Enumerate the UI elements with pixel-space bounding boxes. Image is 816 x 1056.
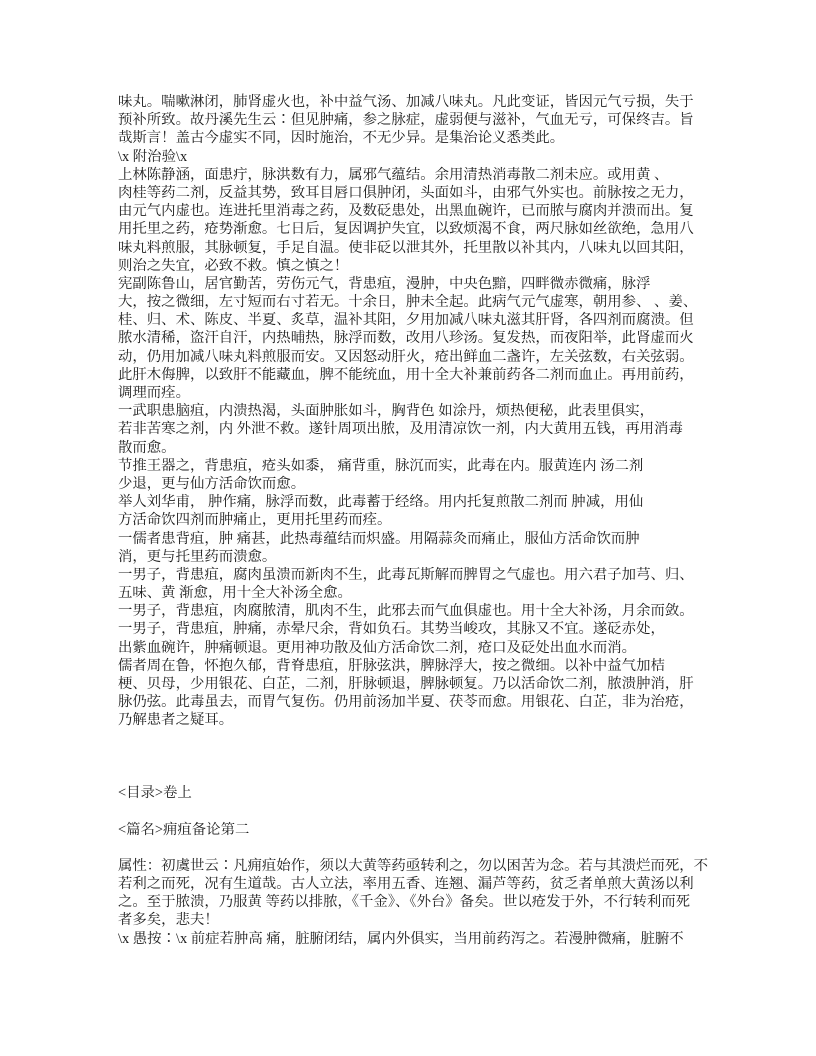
chapter-title-line: <篇名>痈疽备论第二: [118, 821, 250, 838]
body-text-line: 消，更与托里药而溃愈。: [118, 548, 277, 565]
body-text-line: 则治之失宜，必致不救。慎之慎之！: [118, 257, 349, 274]
blank-line: [118, 839, 726, 857]
body-text-line: 用托里之药，疮势渐愈。七日后，复因调护失宜，以致烦渴不食，两尺脉如丝欲绝，急用八: [118, 221, 694, 238]
body-text-line: 梗、贝母，少用银花、白芷，二剂，肝脉顿退，脾脉顿复。乃以活命饮二剂，脓溃肿消，肝: [118, 676, 694, 692]
body-text-line: 若利之而死，况有生道哉。古人立法，率用五香、连翘、漏芦等药，贫乏者单煎大黄汤以利: [118, 876, 694, 893]
body-text-line: 脓水清稀，盗汗自汗，内热晡热，脉浮而数，改用八珍汤。复发热，而夜阳举，此肾虚而火: [118, 330, 694, 347]
body-text-line: 乃解患者之疑耳。: [118, 712, 234, 729]
section-marker-line: \x 附治验\x: [118, 148, 188, 165]
body-text-line: 举人刘华甫， 肿作痛，脉浮而数，此毒蓄于经络。用内托复煎散二剂而 肿减，用仙: [118, 494, 644, 511]
body-text-line: 一武职患脑疽，内溃热渴，头面肿胀如斗，胸背色 如涂丹，烦热便秘，此表里俱实，: [118, 403, 655, 420]
blank-line: [118, 766, 726, 784]
toc-tag-line: <目录>卷上: [118, 785, 192, 802]
body-text-line: 哉斯言！盖古今虚实不同，因时施治，不无少异。是集治论义悉类此。: [118, 130, 565, 147]
body-text-line: 味丸。喘嗽淋闭，肺肾虚火也，补中益气汤、加减八味丸。凡此变证，皆因元气亏损，失于: [118, 94, 694, 110]
body-text-line: 散而愈。: [118, 439, 176, 456]
body-text-line: 五味、黄 渐愈，用十全大补汤全愈。: [118, 585, 352, 602]
blank-line: [118, 802, 726, 820]
body-text-line: 者多矣，悲夫！: [118, 912, 219, 929]
body-text-line: 宪副陈鲁山，居官勤苦，劳伤元气，背患疽，漫肿，中央色黯，四畔微赤微痛，脉浮: [118, 275, 651, 292]
body-text-line: 一男子，背患疽，肿痛，赤晕尺余，背如负石。其势当峻攻，其脉又不宜。遂砭赤处，: [118, 621, 665, 638]
body-text-line: 儒者周在鲁，怀抱久郁，背脊患疽，肝脉弦洪，脾脉浮大，按之微细。以补中益气加桔: [118, 657, 665, 674]
blank-line: [118, 730, 726, 748]
body-text-line: 肉桂等药二剂，反益其势，致耳目唇口俱肿闭，头面如斗，由邪气外实也。前脉按之无力，: [118, 184, 694, 201]
body-text-line: 之。至于脓溃，乃服黄 等药以排脓，《千金》、《外台》备矣。世以疮发于外，不行转利而死: [118, 894, 691, 911]
body-text-line: 一儒者患背疽，肿 痛甚，此热毒蕴结而炽盛。用隔蒜灸而痛止，服仙方活命饮而肿: [118, 530, 640, 547]
body-text-line: 大，按之微细，左寸短而右寸若无。十余日，肿未全起。此病气元气虚寒，朝用参、 、姜、: [118, 294, 698, 311]
body-text-line: 少退，更与仙方活命饮而愈。: [118, 475, 306, 492]
body-text-line: 一男子，背患疽，肉腐脓清，肌肉不生，此邪去而气血俱虚也。用十全大补汤，月余而敛。: [118, 603, 694, 620]
body-text-line: 方活命饮四剂而肿痛止，更用托里药而痊。: [118, 512, 392, 529]
body-text-line: 一男子，背患疽，腐肉虽溃而新肉不生，此毒瓦斯解而脾胃之气虚也。用六君子加芎、归、: [118, 566, 694, 583]
body-text-line: 脉仍弦。此毒虽去，而胃气复伤。仍用前汤加半夏、茯苓而愈。用银花、白芷，非为治疮，: [118, 694, 694, 711]
blank-line: [118, 748, 726, 766]
text-block: [118, 93, 726, 948]
body-text-line: 此肝木侮脾，以致肝不能藏血，脾不能统血，用十全大补兼前药各二剂而血止。再用前药，: [118, 366, 694, 383]
annotation-marker-line: \x 愚按∶\x 前症若肿高 痛，脏腑闭结，属内外俱实，当用前药泻之。若漫肿微痛，脏腑不: [118, 930, 684, 947]
body-text-line: 动，仍用加减八味丸料煎服而安。又因怒动肝火，疮出鲜血二盏许，左关弦数，右关弦弱。: [118, 348, 694, 365]
body-text-line: 调理而痊。: [118, 385, 190, 401]
body-text-line: 桂、归、术、陈皮、半夏、炙草，温补其阳，夕用加减八味丸滋其肝肾，各四剂而腐溃。但: [118, 312, 694, 329]
body-text-line: 预补所致。故丹溪先生云∶但见肿痛，参之脉症，虚弱便与滋补，气血无亏，可保终吉。旨: [118, 112, 694, 129]
body-text-line: 节推王器之，背患疽，疮头如黍， 痛背重，脉沉而实，此毒在内。服黄连内 汤二剂: [118, 457, 644, 474]
body-text-line: 若非苦寒之剂，内 外泄不救。遂针周项出脓，及用清凉饮一剂，内大黄用五钱，再用消毒: [118, 421, 683, 438]
body-text-line: 由元气内虚也。连进托里消毒之药，及数砭患处，出黑血碗许，已而脓与腐肉并溃而出。复: [118, 203, 694, 220]
body-text-line: 味丸料煎服，其脉顿复，手足自温。使非砭以泄其外，托里散以补其内，八味丸以回其阳，: [118, 239, 694, 256]
body-text-line: 出紫血碗许，肿痛顿退。更用神功散及仙方活命饮二剂，疮口及砭处出血水而消。: [118, 639, 637, 656]
body-text-line: 属性：初虞世云∶凡痈疽始作，须以大黄等药亟转利之，勿以困苦为念。若与其溃烂而死，不: [118, 857, 709, 874]
body-text-line: 上林陈静涵，面患疔，脉洪数有力，属邪气蕴结。余用清热消毒散二剂未应。或用黄 、: [118, 166, 669, 183]
